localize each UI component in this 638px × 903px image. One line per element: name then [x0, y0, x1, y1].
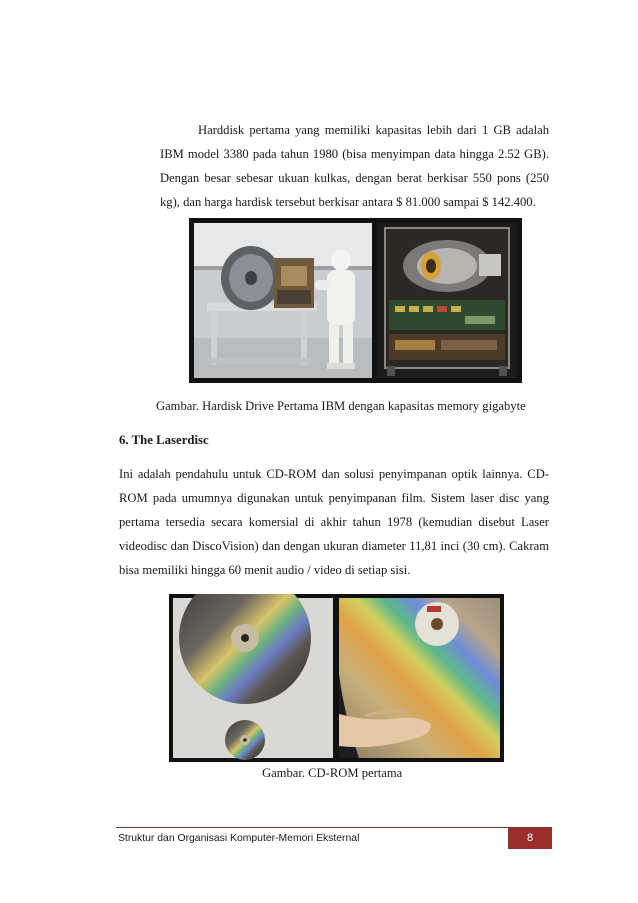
- hdd-photo-right: [377, 223, 517, 378]
- laserdisc-photo-right: [339, 598, 500, 758]
- footer-divider: [116, 827, 552, 828]
- laserdisc-caption: Gambar. CD-ROM pertama: [262, 766, 403, 780]
- laserdisc-photo-left: [173, 594, 333, 760]
- hdd-paragraph: Harddisk pertama yang memiliki kapasitas lebih dari 1 GB adalah IBM model 3380 pada tahun 1980 (bisa menyimpan data hingga 2.52 GB). Dengan besar sebesar ukuan kulkas, dengan berat berkisar 550 pons (250 kg), dan harga hardisk tersebut berkisar antara $ 81.000 sampai $ 142.400.: [160, 123, 549, 209]
- laserdisc-photos: [169, 594, 504, 762]
- hdd-photo-left: [194, 223, 372, 378]
- hdd-photos: [189, 218, 522, 383]
- laserdisc-paragraph: Ini adalah pendahulu untuk CD-ROM dan solusi penyimpanan optik lainnya. CD-ROM pada umumnya digunakan untuk penyimpanan film. Sistem laser disc yang pertama tersedia secara komersial di akhir tahun 1978 (kemudian disebut Laser videodisc dan DiscoVision) dan dengan ukuran diameter 11,81 inci (30 cm). Cakram bisa memiliki hingga 60 menit audio / video di setiap sisi.: [119, 467, 549, 577]
- footer-title: Struktur dan Organisasi Komputer-Memori Eksternal: [118, 833, 360, 844]
- page-number-badge: 8: [508, 828, 552, 849]
- hdd-figure: [189, 218, 522, 383]
- laserdisc-figure: [169, 594, 504, 762]
- laserdisc-heading: 6. The Laserdisc: [119, 433, 209, 447]
- hdd-caption: Gambar. Hardisk Drive Pertama IBM dengan kapasitas memory gigabyte: [156, 399, 526, 413]
